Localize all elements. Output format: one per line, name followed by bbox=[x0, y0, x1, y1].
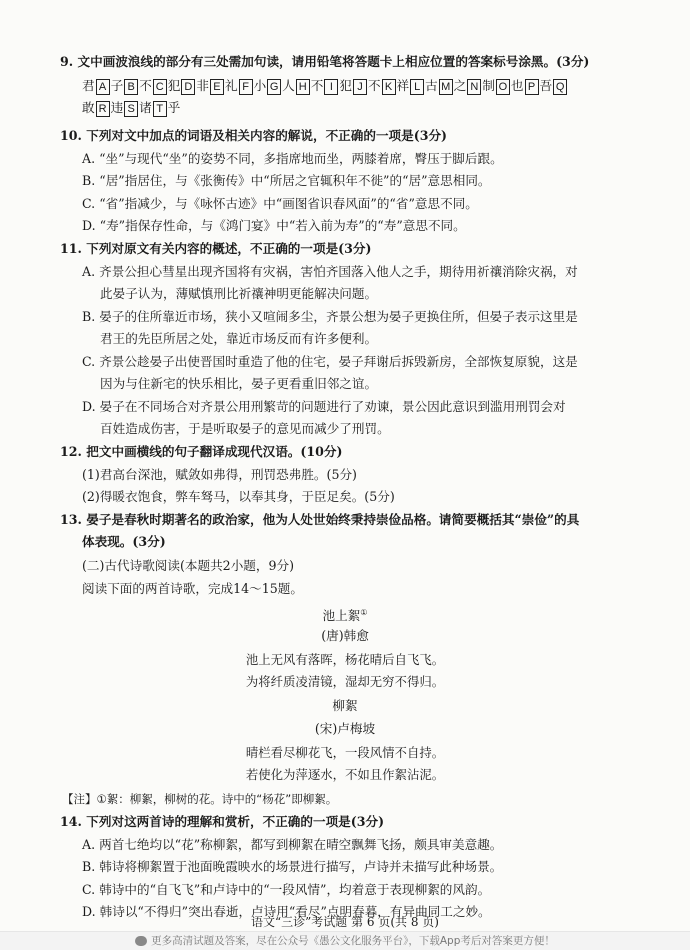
q9-char: 制 bbox=[482, 78, 495, 93]
q11-option-c-line1: C. 齐景公趁晏子出使晋国时重造了他的住宅，晏子拜谢后拆毁新房，全部恢复原貌，这是 bbox=[82, 354, 578, 369]
q9-answer-box[interactable]: T bbox=[153, 101, 167, 117]
poem2-line-2: 若使化为萍逐水，不如且作絮沾泥。 bbox=[245, 767, 445, 782]
q9-answer-box[interactable]: H bbox=[296, 79, 310, 95]
q9-answer-box[interactable]: D bbox=[181, 79, 195, 95]
q9-char: 敢 bbox=[82, 100, 95, 115]
q10-option-d: D. “寿”指保存性命，与《鸿门宴》中“若入前为寿”的“寿”意思不同。 bbox=[82, 218, 466, 233]
q12-stem: 12. 把文中画横线的句子翻译成现代汉语。(10分) bbox=[60, 444, 343, 459]
q9-char: 犯 bbox=[339, 78, 352, 93]
q14-option-c: C. 韩诗中的“自飞飞”和卢诗中的“一段风情”，均着意于表现柳絮的风韵。 bbox=[82, 882, 491, 897]
q9-char: 诸 bbox=[139, 100, 152, 115]
q9-char: 人 bbox=[282, 78, 295, 93]
q9-char: 不 bbox=[367, 78, 381, 93]
q9-char: 乎 bbox=[167, 100, 181, 115]
q9-punctuation-row-1 bbox=[82, 77, 568, 95]
q9-answer-box[interactable]: F bbox=[239, 79, 253, 95]
q9-answer-box[interactable]: C bbox=[153, 79, 167, 95]
q9-answer-box[interactable]: S bbox=[124, 101, 138, 117]
q9-char: 不 bbox=[139, 78, 152, 93]
q13-stem-line1: 13. 晏子是春秋时期著名的政治家，他为人处世始终秉持崇俭品格。请简要概括其“崇俭”的具 bbox=[60, 512, 580, 527]
q9-char: 也 bbox=[510, 78, 524, 93]
q11-option-d-line1: D. 晏子在不同场合对齐景公用刑繁苛的问题进行了劝谏，景公因此意识到滥用刑罚会对 bbox=[82, 399, 566, 414]
q10-option-b: B. “居”指居住，与《张衡传》中“所居之官辄积年不徙”的“居”意思相同。 bbox=[82, 173, 491, 188]
q9-answer-box[interactable]: R bbox=[96, 101, 110, 117]
poem1-title-row bbox=[0, 604, 690, 625]
q9-char: 小 bbox=[253, 78, 267, 93]
q9-stem: 9. 文中画波浪线的部分有三处需加句读，请用铅笔将答题卡上相应位置的答案标号涂黑。(3分) bbox=[60, 54, 590, 69]
promo-banner[interactable] bbox=[0, 931, 690, 950]
q9-answer-box[interactable]: M bbox=[439, 79, 453, 95]
poem1-footnote-mark: ① bbox=[360, 608, 368, 617]
page-footer: 语文“三诊”考试题 第 6 页(共 8 页) bbox=[251, 915, 439, 929]
poem1-author: (唐)韩愈 bbox=[321, 628, 369, 643]
q9-char: 礼 bbox=[224, 78, 238, 93]
q9-answer-box[interactable]: J bbox=[353, 79, 367, 95]
q9-char: 之 bbox=[453, 78, 467, 93]
q9-char: 不 bbox=[310, 78, 324, 93]
wechat-icon bbox=[135, 936, 147, 946]
poem1-title: 池上絮 bbox=[322, 608, 361, 624]
q11-option-d-line2: 百姓造成伤害，于是听取晏子的意见而减少了刑罚。 bbox=[100, 421, 390, 436]
q12-sentence-1: (1)君高台深池，赋敛如弗得，刑罚恐弗胜。(5分) bbox=[82, 467, 357, 482]
q10-option-a: A. “坐”与现代“坐”的姿势不同，多指席地而坐，两膝着席，臀压于脚后跟。 bbox=[82, 151, 503, 166]
q9-answer-box[interactable]: B bbox=[124, 79, 138, 95]
q11-option-a-line1: A. 齐景公担心彗星出现齐国将有灾祸，害怕齐国落入他人之手，期待用祈禳消除灾祸，对 bbox=[82, 264, 578, 279]
q13-stem-line2: 体表现。(3分) bbox=[82, 534, 166, 549]
q14-option-d: D. 韩诗以“不得归”突出春逝，卢诗用“看尽”点明春暮，有异曲同工之妙。 bbox=[82, 904, 491, 919]
q9-char: 违 bbox=[110, 100, 124, 115]
section-instruction: 阅读下面的两首诗歌，完成14～15题。 bbox=[82, 581, 303, 596]
q9-char: 子 bbox=[110, 78, 124, 93]
q9-char: 祥 bbox=[396, 78, 410, 93]
q9-char: 古 bbox=[425, 78, 438, 93]
poem1-line-1: 池上无风有落晖，杨花晴后自飞飞。 bbox=[245, 652, 445, 667]
q9-char: 吾 bbox=[539, 78, 553, 93]
q9-char: 犯 bbox=[167, 78, 181, 93]
poem1-line-2: 为将纤质凌清镜，湿却无穷不得归。 bbox=[245, 674, 445, 689]
q11-option-b-line1: B. 晏子的住所靠近市场，狭小又喧闹多尘，齐景公想为晏子更换住所，但晏子表示这里是 bbox=[82, 309, 578, 324]
q9-answer-box[interactable]: E bbox=[210, 79, 224, 95]
q9-char: 非 bbox=[196, 78, 209, 93]
q9-answer-box[interactable]: K bbox=[382, 79, 396, 95]
poem2-title: 柳絮 bbox=[332, 698, 358, 713]
q9-answer-box[interactable]: A bbox=[96, 79, 110, 95]
q11-stem: 11. 下列对原文有关内容的概述，不正确的一项是(3分) bbox=[60, 241, 372, 256]
q9-answer-box[interactable]: G bbox=[267, 79, 281, 95]
q12-sentence-2: (2)得暖衣饱食，弊车驽马，以奉其身，于臣足矣。(5分) bbox=[82, 489, 395, 504]
q9-punctuation-row-2 bbox=[82, 99, 180, 117]
q9-answer-box[interactable]: I bbox=[324, 79, 338, 95]
promo-banner-text: 更多高清试题及答案，尽在公众号《愚公文化服务平台》，下载App考后对答案更方便！ bbox=[151, 935, 555, 947]
section-title: (二)古代诗歌阅读(本题共2小题，9分) bbox=[82, 558, 294, 573]
q9-answer-box[interactable]: N bbox=[467, 79, 481, 95]
q14-option-b: B. 韩诗将柳絮置于池面晚霞映水的场景进行描写，卢诗并未描写此种场景。 bbox=[82, 859, 503, 874]
q11-option-c-line2: 因为与住新宅的快乐相比，晏子更看重旧邻之谊。 bbox=[100, 376, 378, 391]
footnote: 【注】①絮：柳絮，柳树的花。诗中的“杨花”即柳絮。 bbox=[62, 792, 338, 806]
q9-answer-box[interactable]: Q bbox=[553, 79, 567, 95]
q9-char: 君 bbox=[82, 78, 95, 93]
poem2-line-1: 晴栏看尽柳花飞，一段风情不自持。 bbox=[245, 745, 445, 760]
q9-answer-box[interactable]: P bbox=[525, 79, 539, 95]
q9-answer-box[interactable]: L bbox=[410, 79, 424, 95]
q10-option-c: C. “省”指减少，与《咏怀古迹》中“画图省识春风面”的“省”意思不同。 bbox=[82, 196, 478, 211]
q10-stem: 10. 下列对文中加点的词语及相关内容的解说，不正确的一项是(3分) bbox=[60, 128, 448, 143]
poem2-author: (宋)卢梅坡 bbox=[314, 721, 376, 736]
q14-stem: 14. 下列对这两首诗的理解和赏析，不正确的一项是(3分) bbox=[60, 814, 385, 829]
q9-answer-box[interactable]: O bbox=[496, 79, 510, 95]
q14-option-a: A. 两首七绝均以“花”称柳絮，都写到柳絮在晴空飘舞飞扬，颇具审美意趣。 bbox=[82, 837, 503, 852]
q11-option-b-line2: 君王的先臣所居之处，靠近市场反而有许多便利。 bbox=[100, 331, 378, 346]
q11-option-a-line2: 此晏子认为，薄赋慎刑比祈禳神明更能解决问题。 bbox=[100, 286, 378, 301]
